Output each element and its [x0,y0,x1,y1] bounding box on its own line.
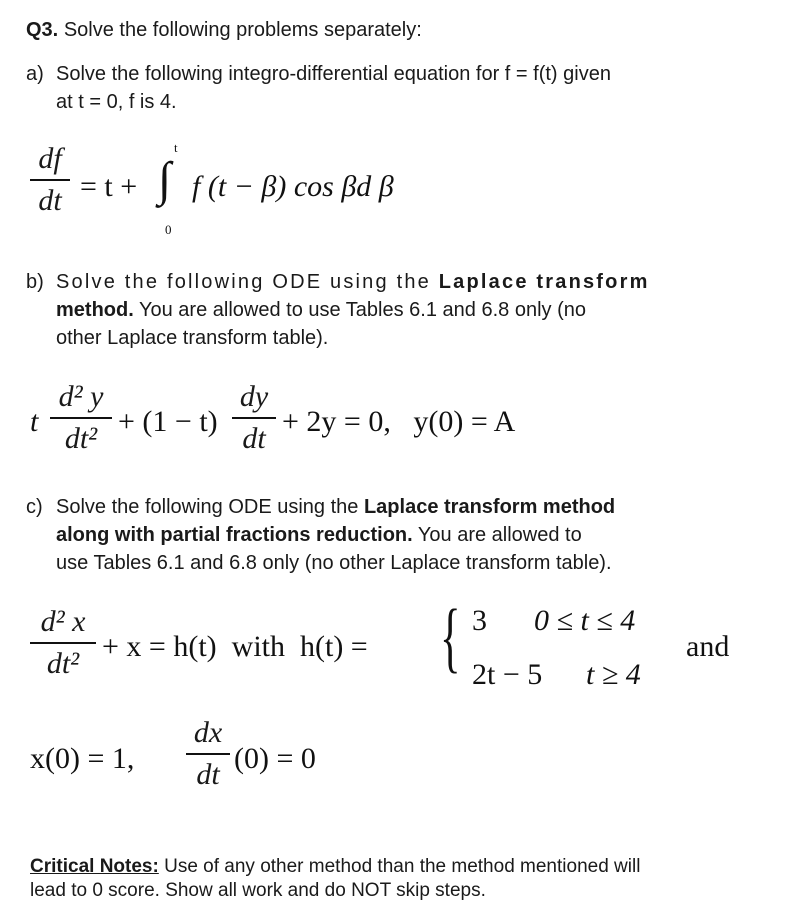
eq-b-frac2-num: dy [239,380,269,413]
part-b-label: b) [26,271,44,293]
eq-b-frac1-den: dt² [64,422,98,455]
eq-c-ic-frac [186,716,230,792]
part-c-line2-bold: along with partial fractions reduction. [56,524,413,546]
eq-c-frac [30,605,96,681]
eq-c-ic-lhs: x(0) = 1, [30,742,135,775]
eq-a-bar [30,179,70,181]
integral-sign-icon: ∫ [158,153,172,206]
part-c-line3: use Tables 6.1 and 6.8 only (no other Laplace transform table). [56,552,612,574]
eq-b-mid: + (1 − t) [118,405,218,438]
question-intro: Solve the following problems separately: [63,19,422,41]
eq-c-frac-num: d² x [40,605,86,638]
part-c-line2 [56,521,582,550]
eq-c-ic-num: dx [193,716,223,749]
part-b-line1-bold: Laplace transform [438,271,650,293]
part-b-line1 [56,268,756,297]
eq-a-rhs: = t + [80,170,138,203]
eq-b-t: t [30,405,39,438]
critical-notes-label: Critical Notes: [30,856,159,877]
part-c-line1-plain: Solve the following ODE using the [56,496,359,518]
eq-b-frac1 [50,380,112,456]
eq-c-case1-val: 3 [472,604,487,637]
part-b-line2 [56,296,586,325]
eq-b-tail: + 2y = 0, y(0) = A [282,405,516,438]
eq-c-and: and [686,630,730,663]
part-c-label: c) [26,496,43,518]
part-a-line1: Solve the following integro-differential equation for f = f(t) given [56,63,611,85]
eq-b-frac1-bar [50,417,112,419]
part-c-line1 [56,493,615,522]
critical-notes-line2: lead to 0 score. Show all work and do NOT skip steps. [30,880,486,901]
question-number: Q3. [26,19,59,41]
eq-b-frac2-bar [232,417,276,419]
critical-notes [30,855,640,879]
eq-c-frac-den: dt² [46,647,80,680]
eq-b-frac1-num: d² y [58,380,104,413]
part-c-line2-plain: You are allowed to [417,524,582,546]
eq-a-int-upper: t [174,140,178,155]
eq-a-integrand: f (t − β) cos βd β [192,170,394,203]
part-a-line2: at t = 0, f is 4. [56,91,177,113]
eq-c-case1-cond: 0 ≤ t ≤ 4 [534,604,636,637]
part-a-label: a) [26,63,44,85]
eq-a-int-lower: 0 [165,222,172,237]
eq-a-fraction [30,142,70,218]
eq-c-ic-tail: (0) = 0 [234,742,316,775]
eq-c-frac-bar [30,642,96,644]
eq-a-num: df [38,142,62,175]
part-b-line3: other Laplace transform table). [56,327,329,349]
eq-b-frac2 [232,380,276,456]
eq-c-case2-cond: t ≥ 4 [586,658,641,691]
part-b-line2-plain: You are allowed to use Tables 6.1 and 6.8 only (no [138,299,586,321]
eq-c-ic-bar [186,753,230,755]
eq-c-mid: + x = h(t) with h(t) = [102,630,368,663]
eq-c-case2-val: 2t − 5 [472,658,543,691]
critical-notes-line1: Use of any other method than the method mentioned will [164,856,641,877]
question-header [26,16,422,45]
part-c-line1-bold: Laplace transform method [363,496,616,518]
part-b-line1-plain: Solve the following ODE using the [56,271,431,293]
eq-c-ic-den: dt [196,758,220,791]
left-brace-icon: { [440,593,461,680]
eq-a-den: dt [38,184,62,217]
part-b-line2-bold: method. [56,299,134,321]
eq-b-frac2-den: dt [242,422,266,455]
